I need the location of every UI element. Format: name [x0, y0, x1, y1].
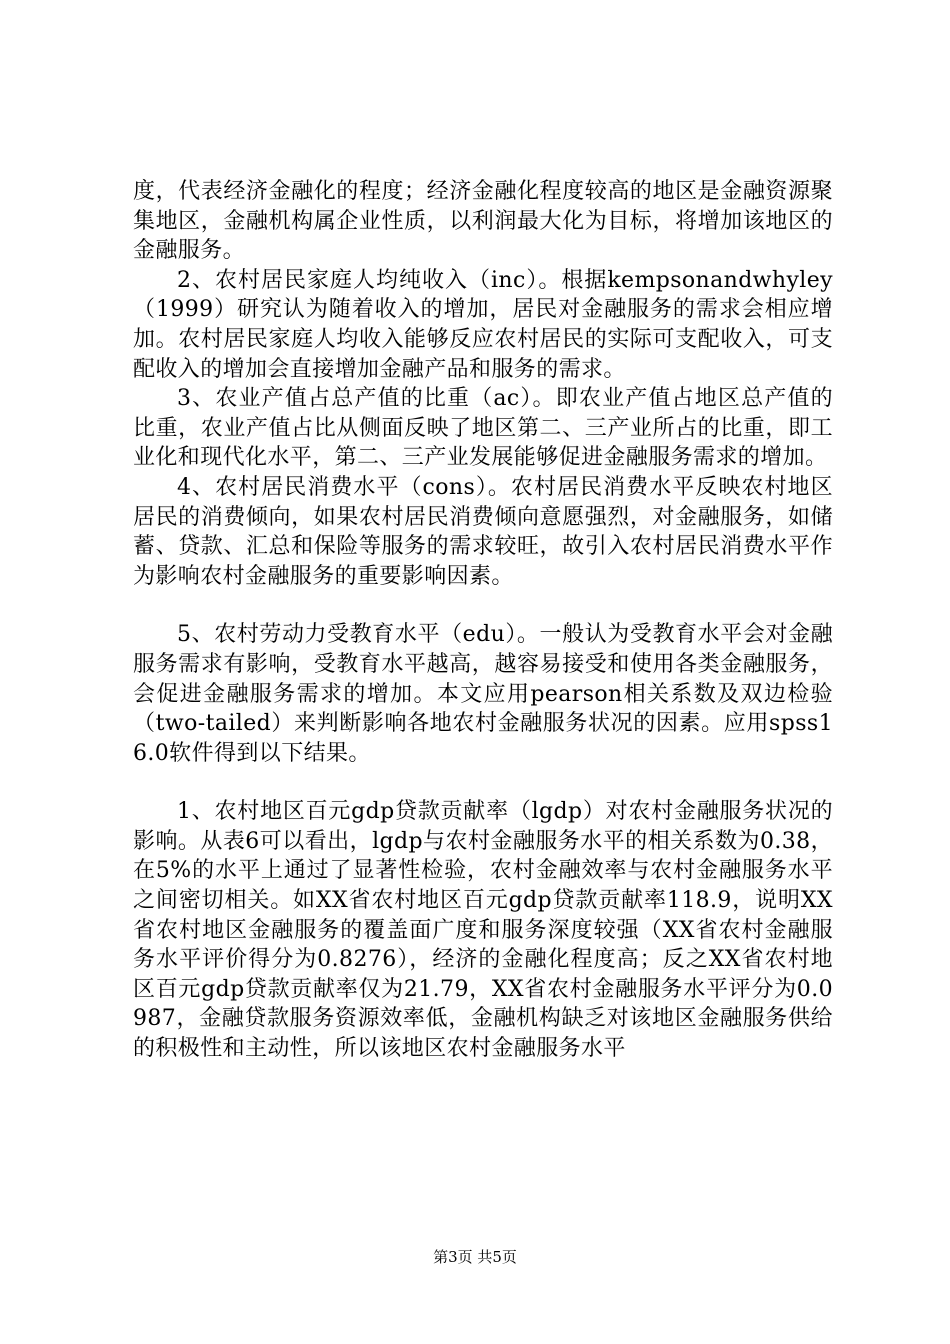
paragraph-lgdp-result: 1、农村地区百元gdp贷款贡献率（lgdp）对农村金融服务状况的影响。从表6可以看出，lgdp与农村金融服务水平的相关系数为0.38，在5%的水平上通过了显著性检验，农村金融效率与农村金融服务水平之间密切相关。如XX省农村地区百元gdp贷款贡献率118.9，说明XX省农村地区金融服务的覆盖面广度和服务深度较强（XX省农村金融服务水平评价得分为0.8276），经济的金融化程度高；反之XX省农村地区百元gdp贷款贡献率仅为21.79，XX省农村金融服务水平评分为0.0987，金融贷款服务资源效率低，金融机构缺乏对该地区金融服务供给的积极性和主动性，所以该地区农村金融服务水平: [133, 799, 833, 1062]
paragraph-education: 5、农村劳动力受教育水平（edu）。一般认为受教育水平会对金融服务需求有影响，受教育水平越高，越容易接受和使用各类金融服务，会促进金融服务需求的增加。本文应用pearson相关系数及双边检验（two-tailed）来判断影响各地农村金融服务状况的因素。应用spss16.0软件得到以下结果。: [133, 622, 833, 766]
paragraph-continuation: 度，代表经济金融化的程度；经济金融化程度较高的地区是金融资源聚集地区，金融机构属企业性质，以利润最大化为目标，将增加该地区的金融服务。: [133, 179, 833, 264]
page-footer: 第3页 共5页: [433, 1248, 517, 1266]
paragraph-consumption: 4、农村居民消费水平（cons）。农村居民消费水平反映农村地区居民的消费倾向，如果农村居民消费倾向意愿强烈，对金融服务，如储蓄、贷款、汇总和保险等服务的需求较旺，故引入农村居民消费水平作为影响农村金融服务的重要影响因素。: [133, 474, 833, 589]
paragraph-agriculture-share: 3、农业产值占总产值的比重（ac）。即农业产值占地区总产值的比重，农业产值占比从侧面反映了地区第二、三产业所占的比重，即工业化和现代化水平，第二、三产业发展能够促进金融服务需求的增加。: [133, 386, 833, 471]
paragraph-income: 2、农村居民家庭人均纯收入（inc）。根据kempsonandwhyley（1999）研究认为随着收入的增加，居民对金融服务的需求会相应增加。农村居民家庭人均收入能够反应农村居民的实际可支配收入，可支配收入的增加会直接增加金融产品和服务的需求。: [133, 267, 833, 382]
document-body: [133, 177, 833, 1064]
